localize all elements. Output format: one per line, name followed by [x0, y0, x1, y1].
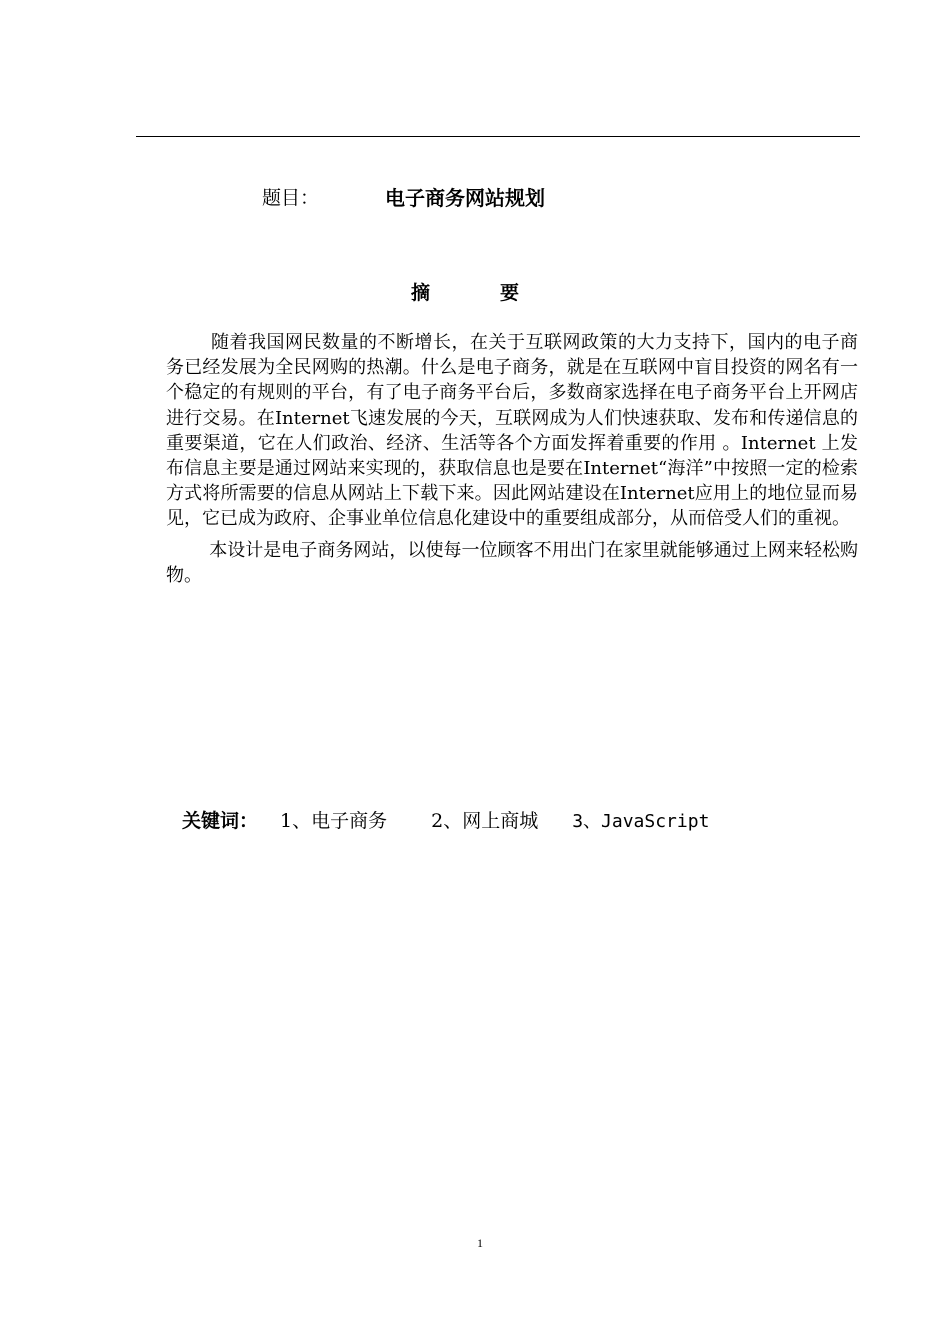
abstract-paragraph: 随着我国网民数量的不断增长，在关于互联网政策的大力支持下，国内的电子商务已经发展为全民网购的热潮。什么是电子商务，就是在互联网中盲目投资的网名有一个稳定的有规则的平台，有了电子商务平台后，多数商家选择在电子商务平台上开网店进行交易。在Internet飞速发展的今天，互联网成为人们快速获取、发布和传递信息的重要渠道，它在人们政治、经济、生活等各个方面发挥着重要的作用 。Internet 上发布信息主要是通过网站来实现的，获取信息也是要在Internet“海洋”中按照一定的检索方式将所需要的信息从网站上下载下来。因此网站建设在Internet应用上的地位显而易见，它已成为政府、企事业单位信息化建设中的重要组成部分，从而倍受人们的重视。	[166, 332, 858, 530]
abstract-heading: 摘要	[410, 282, 589, 304]
keywords-label: 关键词：	[182, 810, 259, 832]
page-number: 1	[477, 1236, 483, 1250]
keyword-item: 3、JavaScript	[572, 810, 710, 832]
keyword-item: 2、网上商城	[431, 810, 539, 832]
keyword-item: 1、电子商务	[280, 810, 388, 832]
document-title: 电子商务网站规划	[385, 185, 545, 210]
header-rule	[136, 136, 860, 137]
title-label: 题目：	[262, 186, 320, 209]
keywords-row	[182, 806, 709, 833]
abstract-body	[166, 330, 858, 588]
abstract-paragraph: 本设计是电子商务网站，以使每一位顾客不用出门在家里就能够通过上网来轻松购物。	[166, 539, 858, 586]
title-row	[262, 181, 545, 211]
